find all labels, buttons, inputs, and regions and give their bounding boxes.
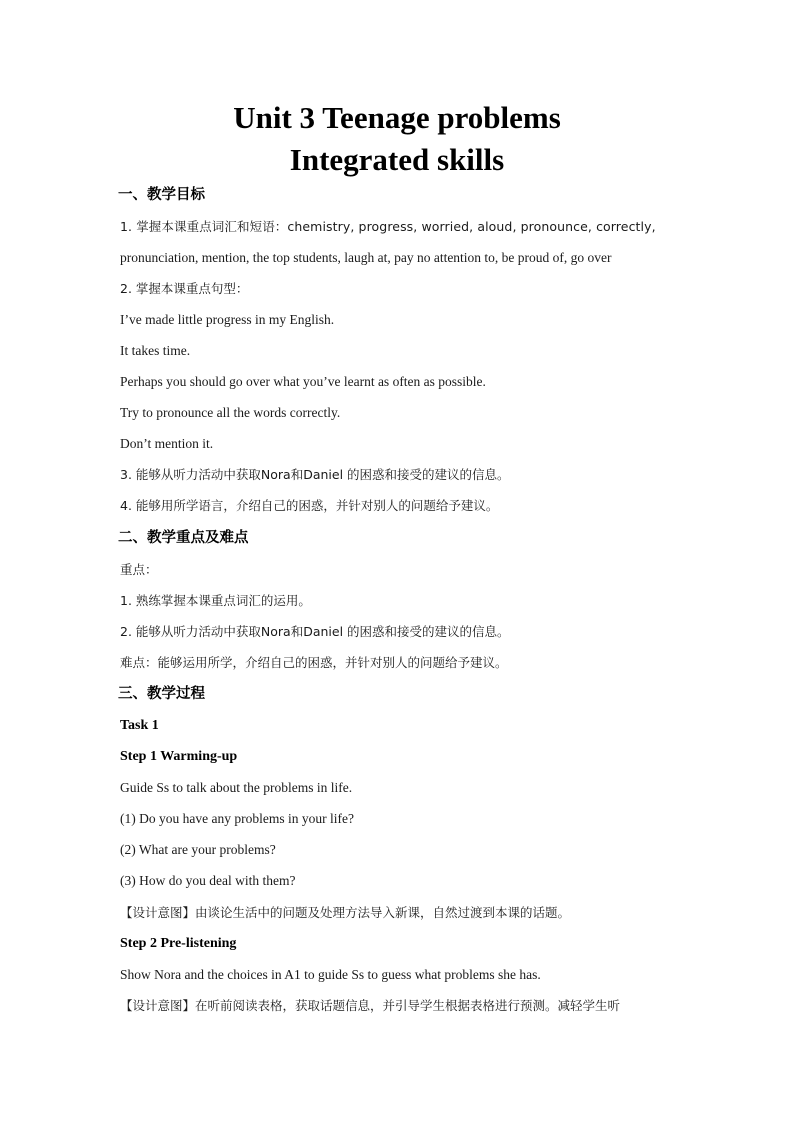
warmup-question: (2) What are your problems? — [120, 842, 276, 857]
key-point: 1. 熟练掌握本课重点词汇的运用。 — [120, 593, 311, 608]
key-sentence: Don’t mention it. — [120, 436, 214, 451]
difficult-point: 难点：能够运用所学，介绍自己的困惑，并针对别人的问题给予建议。 — [120, 655, 508, 670]
step-instruction: Guide Ss to talk about the problems in life. — [120, 780, 353, 795]
step-heading: Step 1 Warming-up — [120, 749, 238, 764]
objective-vocabulary-line1: 1. 掌握本课重点词汇和短语：chemistry, progress, worried, aloud, pronounce, correctly, — [120, 219, 656, 234]
key-points-label: 重点： — [120, 562, 158, 577]
key-sentence: I’ve made little progress in my English. — [120, 312, 335, 327]
section-heading-process: 三、教学过程 — [118, 686, 205, 702]
objective-listening: 3. 能够从听力活动中获取Nora和Daniel 的困惑和接受的建议的信息。 — [120, 467, 510, 482]
step-instruction: Show Nora and the choices in A1 to guide Ss to guess what problems she has. — [120, 967, 541, 982]
step-heading: Step 2 Pre-listening — [120, 936, 237, 951]
document-title: Unit 3 Teenage problems — [233, 100, 561, 135]
section-heading-key-points: 二、教学重点及难点 — [118, 530, 249, 546]
key-sentence: Perhaps you should go over what you’ve learnt as often as possible. — [120, 374, 486, 389]
task-label: Task 1 — [120, 718, 159, 733]
objective-speaking: 4. 能够用所学语言，介绍自己的困惑，并针对别人的问题给予建议。 — [120, 498, 499, 513]
warmup-question: (1) Do you have any problems in your life? — [120, 811, 354, 826]
key-sentence: It takes time. — [120, 343, 191, 358]
objective-vocabulary-line2: pronunciation, mention, the top students, laugh at, pay no attention to, be proud of, go over — [120, 250, 612, 265]
warmup-question: (3) How do you deal with them? — [120, 873, 296, 888]
document-subtitle: Integrated skills — [289, 142, 505, 177]
objective-sentences-label: 2. 掌握本课重点句型： — [120, 281, 249, 296]
design-intent: 【设计意图】在听前阅读表格，获取话题信息，并引导学生根据表格进行预测。减轻学生听 — [120, 998, 621, 1013]
design-intent: 【设计意图】由谈论生活中的问题及处理方法导入新课，自然过渡到本课的话题。 — [120, 905, 571, 920]
section-heading-objectives: 一、教学目标 — [118, 187, 205, 203]
key-sentence: Try to pronounce all the words correctly. — [120, 405, 341, 420]
key-point: 2. 能够从听力活动中获取Nora和Daniel 的困惑和接受的建议的信息。 — [120, 624, 510, 639]
